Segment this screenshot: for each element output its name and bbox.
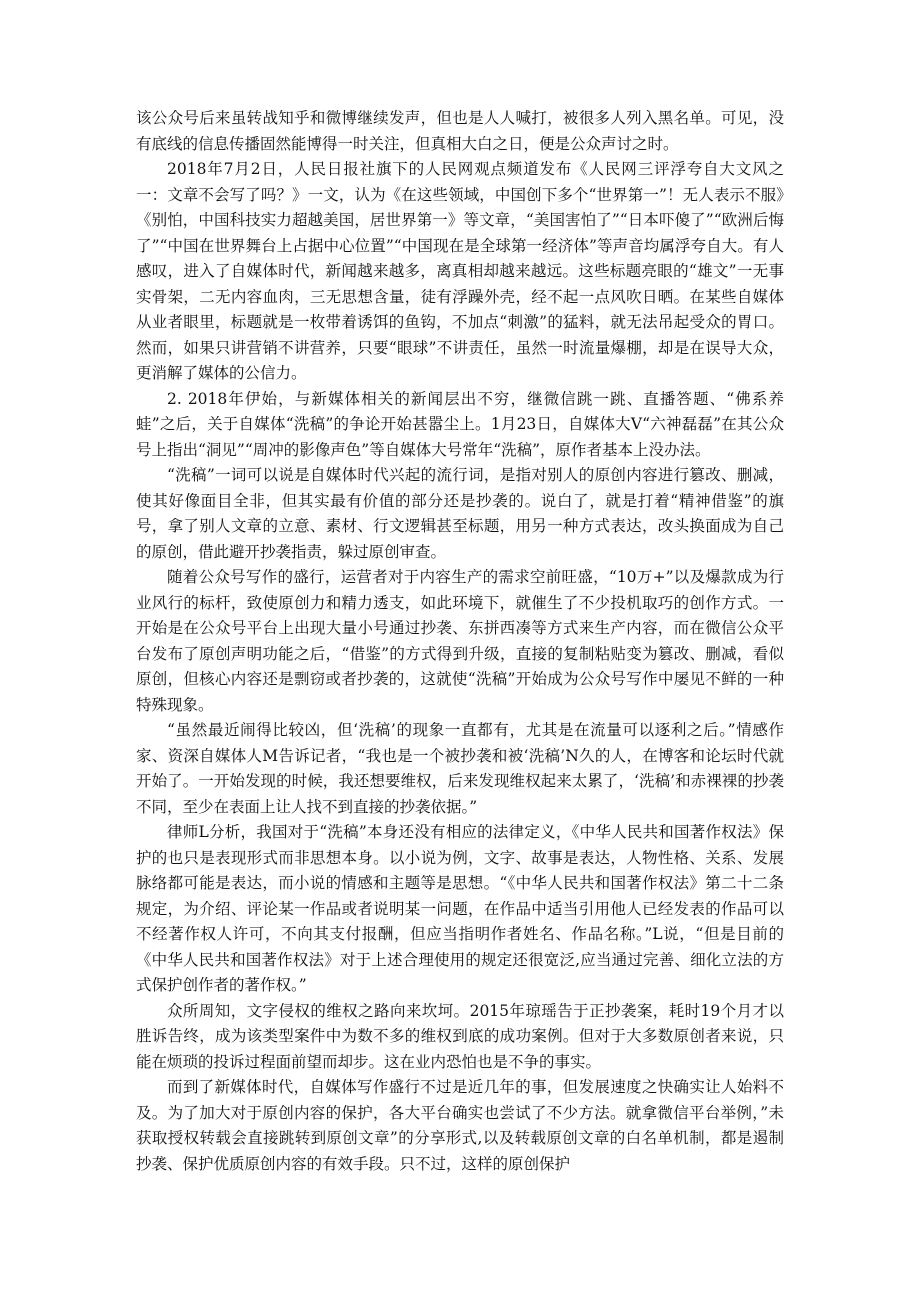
paragraph-9: 而到了新媒体时代，自媒体写作盛行不过是近几年的事，但发展速度之快确实让人始料不及。为了加大对于原创内容的保护，各大平台确实也尝试了不少方法。就拿微信平台举例，”未获取授权转载会直接跳转到原创文章”的分享形式,以及转载原创文章的白名单机制，都是遏制抄袭、保护优质原创内容的有效手段。只不过，这样的原创保护	[136, 1078, 784, 1173]
paragraph-4: “洗稿”一词可以说是自媒体时代兴起的流行词，是指对别人的原创内容进行篡改、删减，使其好像面目全非，但其实最有价值的部分还是抄袭的。说白了，就是打着“精神借鉴”的旗号，拿了别人文章的立意、素材、行文逻辑甚至标题，用另一种方式表达，改头换面成为自己的原创，借此避开抄袭指责，躲过原创审查。	[136, 466, 784, 561]
paragraph-2: 2018年7月2日，人民日报社旗下的人民网观点频道发布《人民网三评浮夸自大文风之一：文章不会写了吗？》一文，认为《在这些领域，中国创下多个“世界第一”！无人表示不服》《别怕，中国科技实力超越美国，居世界第一》等文章，“美国害怕了”“日本吓傻了”“欧洲后悔了”“中国在世界舞台上占据中心位置”“中国现在是全球第一经济体”等声音均属浮夸自大。有人感叹，进入了自媒体时代，新闻越来越多，离真相却越来越远。这些标题亮眼的“雄文”一无事实骨架，二无内容血肉，三无思想含量，徒有浮躁外壳，经不起一点风吹日晒。在某些自媒体从业者眼里，标题就是一枚带着诱饵的鱼钩，不加点“刺激”的猛料，就无法吊起受众的胃口。然而，如果只讲营销不讲营养，只要“眼球”不讲责任，虽然一时流量爆棚，却是在误导大众，更消解了媒体的公信力。	[136, 160, 784, 382]
paragraph-8: 众所周知，文字侵权的维权之路向来坎坷。2015年琼瑶告于正抄袭案，耗时19个月才以胜诉告终，成为该类型案件中为数不多的维权到底的成功案例。但对于大多数原创者来说，只能在烦琐的投诉过程面前望而却步。这在业内恐怕也是不争的事实。	[136, 1001, 784, 1071]
document-body	[136, 106, 784, 1177]
paragraph-3: 2. 2018年伊始，与新媒体相关的新闻层出不穷，继微信跳一跳、直播答题、“佛系养蛙”之后，关于自媒体“洗稿”的争论开始甚嚣尘上。1月23日，自媒体大V“六神磊磊”在其公众号上指出“洞见”“周冲的影像声色”等自媒体大号常年“洗稿”，原作者基本上没办法。	[136, 389, 784, 459]
paragraph-5: 随着公众号写作的盛行，运营者对于内容生产的需求空前旺盛，“10万+”以及爆款成为行业风行的标杆，致使原创力和精力透支，如此环境下，就催生了不少投机取巧的创作方式。一开始是在公众号平台上出现大量小号通过抄袭、东拼西凑等方式来生产内容，而在微信公众平台发布了原创声明功能之后，“借鉴”的方式得到升级，直接的复制粘贴变为篡改、删减，看似原创，但核心内容还是剽窃或者抄袭的，这就使“洗稿”开始成为公众号写作中屡见不鲜的一种特殊现象。	[136, 568, 784, 714]
paragraph-1: 该公众号后来虽转战知乎和微博继续发声，但也是人人喊打，被很多人列入黑名单。可见，没有底线的信息传播固然能博得一时关注，但真相大白之日，便是公众声讨之时。	[136, 109, 784, 153]
paragraph-7: 律师L分析，我国对于“洗稿”本身还没有相应的法律定义，《中华人民共和国著作权法》保护的也只是表现形式而非思想本身。以小说为例，文字、故事是表达，人物性格、关系、发展脉络都可能是表达，而小说的情感和主题等是思想。“《中华人民共和国著作权法》第二十二条规定，为介绍、评论某一作品或者说明某一问题，在作品中适当引用他人已经发表的作品可以不经著作权人许可，不向其支付报酬，但应当指明作者姓名、作品名称。”L说，“但是目前的《中华人民共和国著作权法》对于上述合理使用的规定还很宽泛,应当通过完善、细化立法的方式保护创作者的著作权。”	[136, 823, 784, 994]
paragraph-6: “虽然最近闹得比较凶，但‘洗稿’的现象一直都有，尤其是在流量可以逐利之后。”情感作家、资深自媒体人M告诉记者，“我也是一个被抄袭和被‘洗稿’N久的人，在博客和论坛时代就开始了。一开始发现的时候，我还想要维权，后来发现维权起来太累了，‘洗稿’和赤裸裸的抄袭不同，至少在表面上让人找不到直接的抄袭依据。”	[136, 721, 784, 816]
